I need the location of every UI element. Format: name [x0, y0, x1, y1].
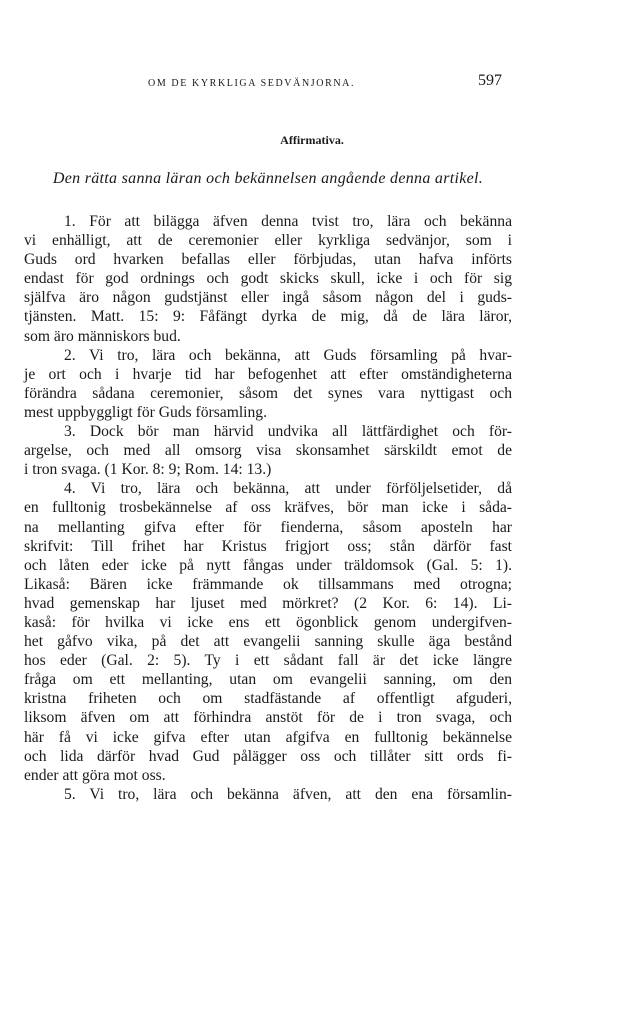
text-line: och lida därför hvad Gud pålägger oss och tillåter sitt ords fi-	[24, 747, 512, 765]
text-line: na mellanting gifva efter för fienderna, såsom aposteln har	[24, 518, 512, 536]
text-line: kristna friheten och om stadfästande af offentligt afguderi,	[24, 690, 512, 708]
text-line: ender att göra mot oss.	[24, 766, 166, 784]
text-line: skrifvit: Till frihet har Kristus frigjort oss; stån därför fast	[24, 537, 512, 555]
text-line: 1. För att bilägga äfven denna tvist tro, lära och bekänna	[64, 213, 512, 230]
text-line: fråga om ett mellanting, utan om evangelii sanning, om den	[24, 671, 512, 689]
section-title: Affirmativa.	[280, 133, 344, 147]
text-line: 3. Dock bör man härvid undvika all lättfärdighet och för-	[64, 423, 512, 441]
text-line: Guds ord hvarken befallas eller förbjudas, utan hafva införts	[24, 251, 512, 269]
running-head: OM DE KYRKLIGA SEDVÄNJORNA.	[148, 78, 356, 89]
text-line: som äro människors bud.	[24, 327, 181, 345]
text-line: Likaså: Bären icke främmande ok tillsammans med otrogna;	[24, 575, 512, 593]
body-text	[24, 212, 512, 804]
section-subtitle: Den rätta sanna läran och bekännelsen angående denna artikel.	[52, 170, 484, 187]
text-line: je ort och i hvarje tid har befogenhet att efter omständigheterna	[24, 365, 512, 383]
text-line: en fulltonig trosbekännelse af oss kräfves, bör man icke i såda-	[24, 499, 512, 517]
text-line: i tron svaga. (1 Kor. 8: 9; Rom. 14: 13.)	[24, 461, 272, 479]
text-line: endast för god ordnings och godt skicks skull, icke i och för sig	[24, 270, 512, 288]
text-line: 2. Vi tro, lära och bekänna, att Guds församling på hvar-	[64, 346, 512, 364]
text-line: hos eder (Gal. 2: 5). Ty i ett sådant fall är det icke längre	[24, 652, 512, 670]
text-line: het gåfvo vika, på det att evangelii sanning skulle äga bestånd	[24, 633, 512, 651]
text-line: själfva äro någon gudstjänst eller ingå såsom någon del i guds-	[24, 289, 512, 307]
text-line: här få vi icke gifva efter utan afgifva en fulltonig bekännelse	[24, 728, 512, 746]
text-line: 5. Vi tro, lära och bekänna äfven, att den ena församlin-	[64, 785, 512, 803]
text-line: och låten eder icke på nytt fångas under träldomsok (Gal. 5: 1).	[24, 556, 512, 574]
text-line: 4. Vi tro, lära och bekänna, att under förföljelsetider, då	[64, 480, 512, 498]
page-number: 597	[478, 72, 502, 89]
text-line: liksom äfven om att förhindra anstöt för de i tron svaga, och	[24, 709, 512, 727]
text-line: förändra sådana ceremonier, såsom det synes vara nyttigast och	[24, 384, 512, 402]
text-line: tjänsten. Matt. 15: 9: Fåfängt dyrka de mig, då de lära läror,	[24, 308, 512, 326]
text-line: hvad gemenskap har ljuset med mörkret? (2 Kor. 6: 14). Li-	[24, 594, 512, 612]
text-line: kaså: för hvilka vi icke ens ett ögonblick genom undergifven-	[24, 613, 512, 631]
text-line: argelse, och med all omsorg visa skonsamhet särskildt emot de	[24, 442, 512, 460]
text-line: mest uppbyggligt för Guds församling.	[24, 403, 267, 421]
text-line: vi enhälligt, att de ceremonier eller kyrkliga sedvänjor, som i	[24, 232, 512, 250]
